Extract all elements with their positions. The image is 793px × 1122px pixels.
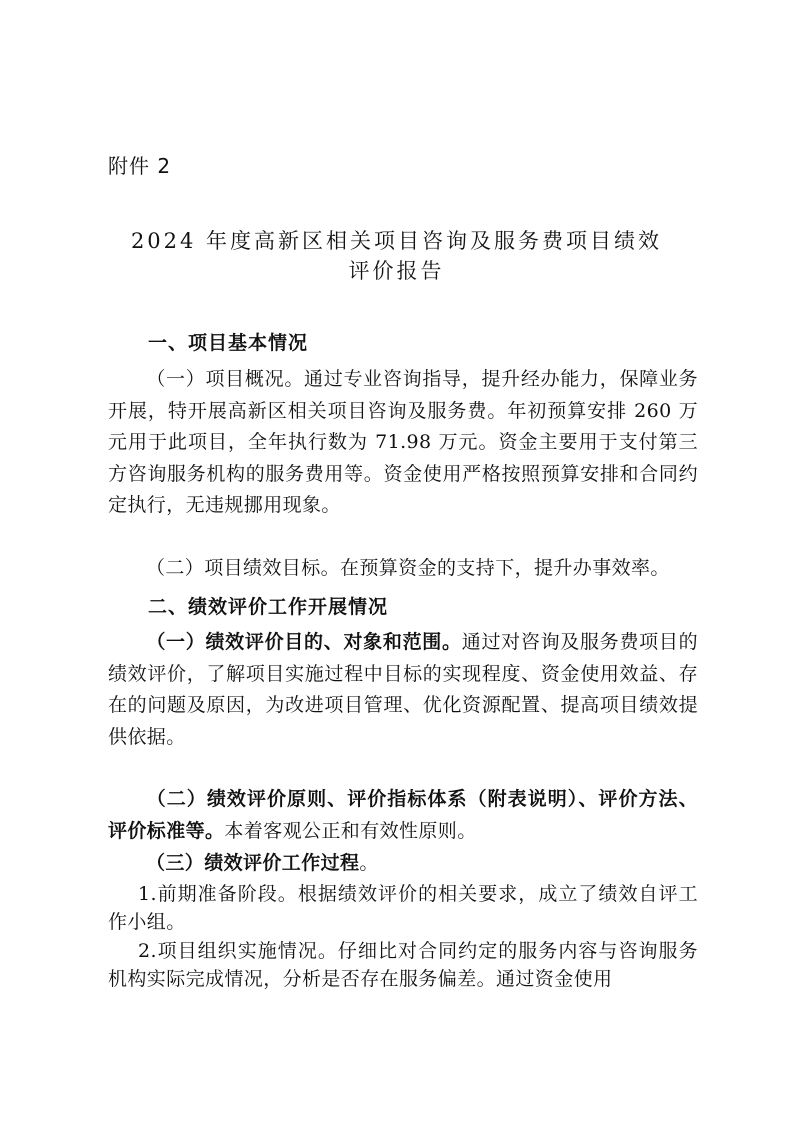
- section-2-heading: 二、绩效评价工作开展情况: [148, 596, 389, 618]
- process-item-1: [108, 880, 698, 936]
- goals-text: （二）项目绩效目标。在预算资金的支持下，提升办事效率。: [146, 557, 670, 579]
- purpose-text: 通过对咨询及服务费项目的绩效评价，了解项目实施过程中目标的实现程度、资金使用效益、存在的问题及原因，为改进项目管理、优化资源配置、提高项目绩效提供依据。: [108, 631, 698, 748]
- process-text: 。: [359, 852, 379, 874]
- section-1-heading: 一、项目基本情况: [148, 332, 309, 354]
- purpose-heading: （一）绩效评价目的、对象和范围。: [146, 631, 462, 653]
- process-item-2: [108, 937, 698, 993]
- attachment-label: 附件 2: [108, 154, 172, 178]
- report-title-line-2: 评价报告: [348, 259, 445, 283]
- section-2-paragraph-principles: [108, 784, 698, 847]
- section-1-paragraph-goals: [108, 553, 698, 585]
- principles-text: 本着客观公正和有效性原则。: [224, 819, 477, 842]
- section-2-paragraph-process: [108, 848, 698, 880]
- process-item-1-text: 1.前期准备阶段。根据绩效评价的相关要求，成立了绩效自评工作小组。: [108, 883, 698, 933]
- section-1-paragraph-overview: [108, 364, 698, 522]
- section-2-paragraph-purpose: [108, 627, 698, 753]
- report-title-line-1: 2024 年度高新区相关项目咨询及服务费项目绩效: [130, 229, 663, 253]
- process-item-2-text: 2.项目组织实施情况。仔细比对合同约定的服务内容与咨询服务机构实际完成情况，分析是否存在服务偏差。通过资金使用: [108, 940, 698, 990]
- principles-heading: （二）绩效评价原则、评价指标体系（附表说明）、评价方法、评价标准等。: [108, 788, 698, 842]
- process-heading: （三）绩效评价工作过程: [146, 852, 360, 874]
- overview-text: （一）项目概况。通过专业咨询指导，提升经办能力，保障业务开展，特开展高新区相关项目咨询及服务费。年初预算安排 260 万元用于此项目，全年执行数为 71.98 万元。资金主要用于支付第三方咨询服务机构的服务费用等。资金使用严格按照预算安排和合同约定执行，无违规挪用现象。: [108, 368, 698, 516]
